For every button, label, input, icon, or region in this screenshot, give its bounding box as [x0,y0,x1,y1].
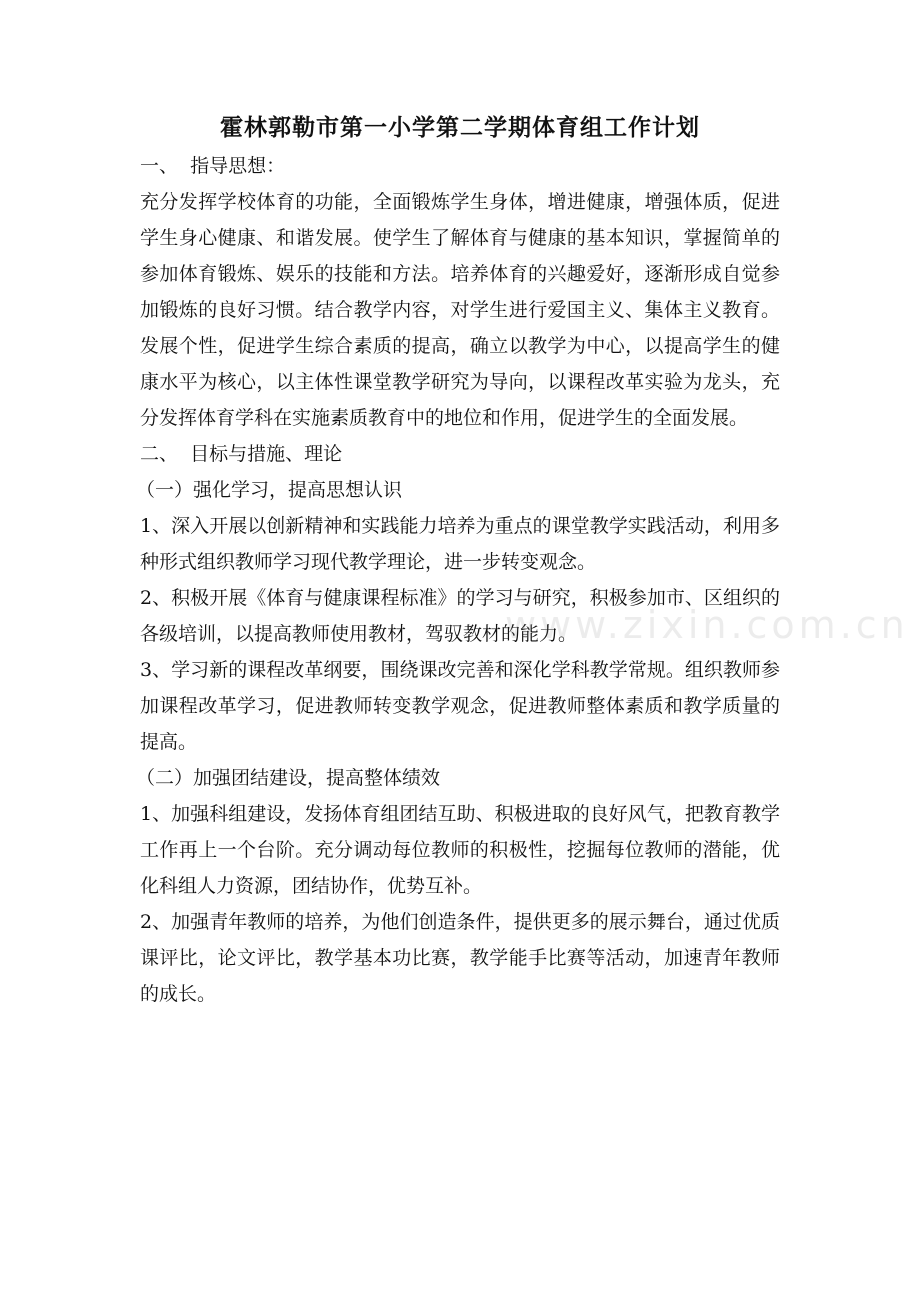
paragraph-study-item-2: 2、积极开展《体育与健康课程标准》的学习与研究，积极参加市、区组织的各级培训，以提高教师使用教材，驾驭教材的能力。 [140,587,780,645]
subsection-heading-unity-building: （二）加强团结建设，提高整体绩效 [136,767,441,789]
paragraph-study-item-1: 1、深入开展以创新精神和实践能力培养为重点的课堂教学实践活动，利用多种形式组织教师学习现代教学理论，进一步转变观念。 [140,515,780,573]
section-heading-goals-measures: 二、 目标与措施、理论 [140,443,343,465]
paragraph-guiding-thought: 充分发挥学校体育的功能，全面锻炼学生身体，增进健康，增强体质，促进学生身心健康、和谐发展。使学生了解体育与健康的基本知识，掌握简单的参加体育锻炼、娱乐的技能和方法。培养体育的兴趣爱好，逐渐形成自觉参加锻炼的良好习惯。结合教学内容，对学生进行爱国主义、集体主义教育。发展个性，促进学生综合素质的提高，确立以教学为中心，以提高学生的健康水平为核心，以主体性课堂教学研究为导向，以课程改革实验为龙头，充分发挥体育学科在实施素质教育中的地位和作用，促进学生的全面发展。 [140,191,780,429]
document-title: 霍林郭勒市第一小学第二学期体育组工作计划 [220,115,700,141]
paragraph-unity-item-1: 1、加强科组建设，发扬体育组团结互助、积极进取的良好风气，把教育教学工作再上一个台阶。充分调动每位教师的积极性，挖掘每位教师的潜能，优化科组人力资源，团结协作，优势互补。 [140,803,780,897]
paragraph-unity-item-2: 2、加强青年教师的培养，为他们创造条件，提供更多的展示舞台，通过优质课评比，论文评比，教学基本功比赛，教学能手比赛等活动，加速青年教师的成长。 [140,911,780,1005]
paragraph-study-item-3: 3、学习新的课程改革纲要，围绕课改完善和深化学科教学常规。组织教师参加课程改革学习，促进教师转变教学观念，促进教师整体素质和教学质量的提高。 [140,659,780,753]
document-body [136,108,780,1012]
section-heading-guiding-thought: 一、 指导思想： [140,155,286,177]
watermark: www.zixin.com.cn [505,603,909,647]
subsection-heading-strengthen-study: （一）强化学习，提高思想认识 [136,479,403,501]
